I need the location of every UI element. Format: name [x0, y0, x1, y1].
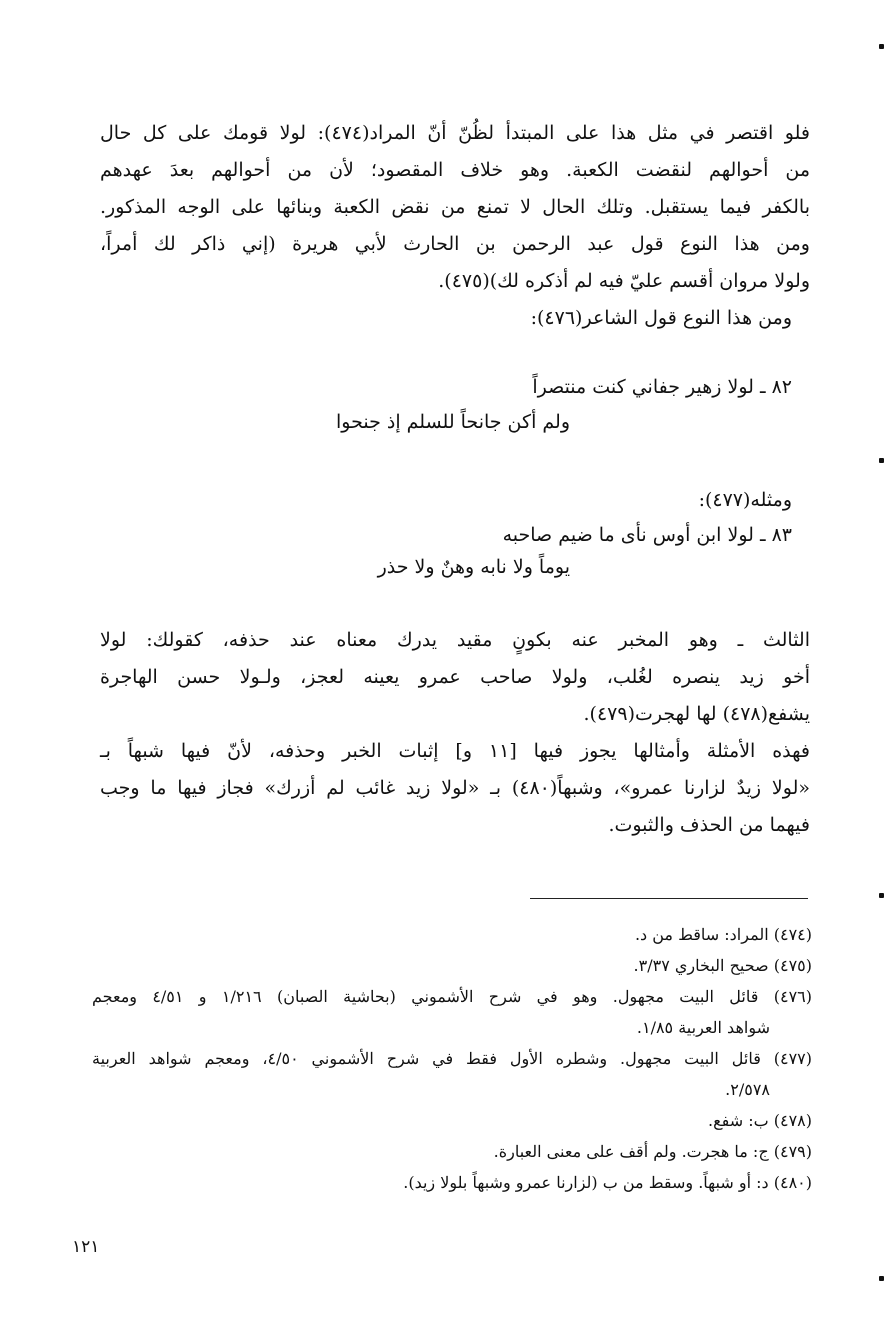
- paragraph-5-line-1: الثالث ـ وهو المخبر عنه بكونٍ مقيد يدرك معناه عند حذفه، كقولك: لولا: [100, 629, 810, 651]
- footnote-480: (٤٨٠) د: أو شبهاً. وسقط من ب (لزارنا عمرو وشبهاً بلولا زيد).: [403, 1173, 812, 1192]
- footnote-478: (٤٧٨) ب: شفع.: [708, 1111, 812, 1130]
- footnote-separator: [530, 898, 808, 899]
- paragraph-5-line-3: يشفع(٤٧٨) لها لهجرت(٤٧٩).: [583, 703, 810, 725]
- margin-mark: [879, 458, 884, 463]
- paragraph-5-line-2: أخو زيد ينصره لغُلب، ولولا صاحب عمرو يعينه لعجز، ولـولا حسن الهاجرة: [100, 666, 810, 688]
- footnote-476-line-2: شواهد العربية ١/٨٥.: [636, 1018, 770, 1037]
- paragraph-2-line-1: ومن هذا النوع قول عبد الرحمن بن الحارث لأبي هريرة (إني ذاكر لك أمراً،: [100, 233, 810, 255]
- paragraph-1-line-3: بالكفر فيما يستقبل. وتلك الحال لا تمنع من نقض الكعبة وبنائها على الوجه المذكور.: [100, 196, 810, 218]
- verse-82-second-hemistich: ولم أكن جانحاً للسلم إذ جنحوا: [335, 411, 570, 433]
- footnote-477-line-1: (٤٧٧) قائل البيت مجهول. وشطره الأول فقط في شرح الأشموني ٤/٥٠، ومعجم شواهد العربية: [92, 1049, 813, 1068]
- paragraph-6-line-1: فهذه الأمثلة وأمثالها يجوز فيها [١١ و] إثبات الخبر وحذفه، لأنّ فيها شبهاً بـ: [100, 740, 810, 762]
- margin-mark: [879, 44, 884, 49]
- footnote-477-line-2: ٢/٥٧٨.: [725, 1080, 770, 1099]
- paragraph-2-line-2: ولولا مروان أقسم عليّ فيه لم أذكره لك)(٤٧٥).: [438, 270, 810, 292]
- paragraph-1-line-2: من أحوالهم لنقضت الكعبة. وهو خلاف المقصود؛ لأن من أحوالهم بعدَ عهدهم: [100, 159, 810, 181]
- margin-mark: [879, 893, 884, 898]
- paragraph-3-line-1: ومن هذا النوع قول الشاعر(٤٧٦):: [530, 307, 792, 329]
- footnote-475: (٤٧٥) صحيح البخاري ٣/٣٧.: [633, 956, 812, 975]
- margin-mark: [879, 1276, 884, 1281]
- paragraph-6-line-2: «لولا زيدٌ لزارنا عمرو»، وشبهاً(٤٨٠) بـ «لولا زيد غائب لم أزرك» فجاز فيها ما وجب: [100, 777, 810, 799]
- verse-82-first-hemistich: ٨٢ ـ لولا زهير جفاني كنت منتصراً: [532, 376, 792, 398]
- verse-83-second-hemistich: يوماً ولا نابه وهنٌ ولا حذر: [377, 556, 570, 578]
- footnote-476-line-1: (٤٧٦) قائل البيت مجهول. وهو في شرح الأشموني (بحاشية الصبان) ١/٢١٦ و ٤/٥١ ومعجم: [92, 987, 812, 1006]
- paragraph-6-line-3: فيهما من الحذف والثبوت.: [608, 814, 810, 836]
- footnote-474: (٤٧٤) المراد: ساقط من د.: [634, 925, 812, 944]
- verse-83-first-hemistich: ٨٣ ـ لولا ابن أوس نأى ما ضيم صاحبه: [502, 524, 792, 546]
- footnote-479: (٤٧٩) ج: ما هجرت. ولم أقف على معنى العبارة.: [493, 1142, 812, 1161]
- paragraph-4-line-1: ومثله(٤٧٧):: [698, 489, 792, 511]
- paragraph-1-line-1: فلو اقتصر في مثل هذا على المبتدأ لظُنّ أنّ المراد(٤٧٤): لولا قومك على كل حال: [100, 122, 810, 144]
- page-number: ١٢١: [72, 1237, 100, 1257]
